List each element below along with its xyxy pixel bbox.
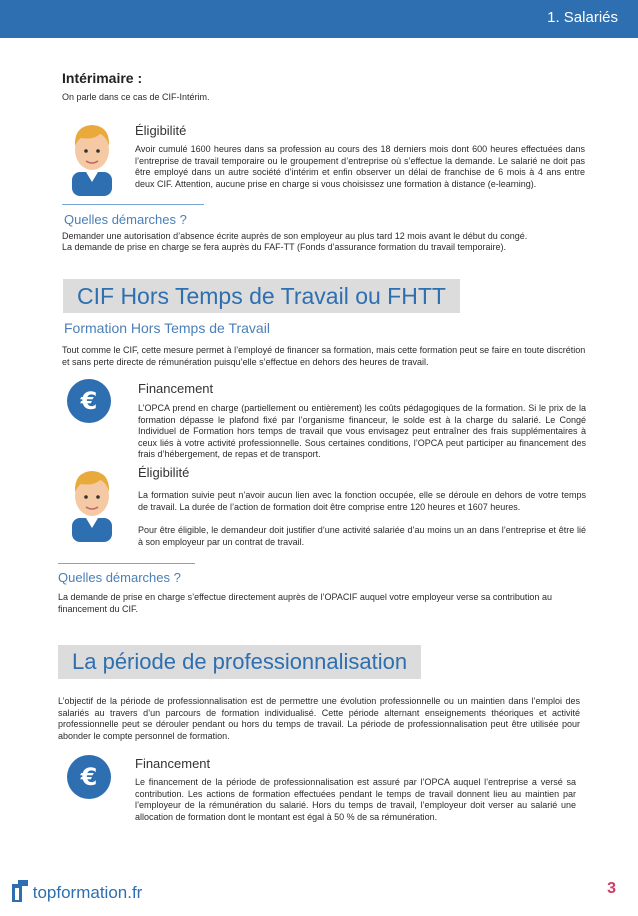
- cif-htt-steps-text: La demande de prise en charge s’effectue directement auprès de l’OPACIF auquel votre employeur verse sa contribution au financement du CIF.: [58, 592, 552, 614]
- person-icon: [66, 116, 118, 196]
- svg-text:€: €: [80, 387, 98, 415]
- pro-funding-text: Le financement de la période de professionnalisation est assuré par l’OPCA auquel l’entreprise a versé sa contribution. Les actions de formation effectuées pendant le temps de travail donnent lieu au maintien par l’employeur de la rémunération du salarié. Hors du temps de travail, l’employeur doit verser au salarié une allocation de formation dont le montant est égal à 50 % de sa rémunération.: [135, 777, 576, 822]
- cif-htt-eligibility-text-2: Pour être éligible, le demandeur doit justifier d’une activité salariée d’au moins un an dans l’entreprise et être lié à son employeur par un contrat de travail.: [138, 525, 586, 547]
- cif-htt-funding-text: L’OPCA prend en charge (partiellement ou entièrement) les coûts pédagogiques de la formation. Si le prix de la formation dépasse le plafond fixé par l’organisme financeur, le solde est à la charge du salarié. Le Congé Individuel de Formation hors temps de travail que vous envisagez peut entraîner des frais supplémentaires à ceux liés à votre activité professionnelle. Sous certaines conditions, l’OPCA peut participer au financement des frais d’hébergement, de repas et de transport.: [138, 403, 586, 459]
- euro-icon: [66, 378, 112, 424]
- footer-logo[interactable]: [12, 880, 142, 907]
- topformation-logo-icon: [12, 880, 28, 907]
- cif-htt-eligibility-text-1: La formation suivie peut n’avoir aucun lien avec la fonction occupée, elle se déroule en dehors de votre temps de travail. La durée de l’action de formation doit être comprise entre 120 heures et 1607 heures.: [138, 490, 586, 512]
- cif-htt-eligibility-title: Éligibilité: [138, 465, 190, 480]
- pro-funding-title: Financement: [135, 756, 211, 771]
- interim-steps-title: Quelles démarches ?: [64, 212, 187, 227]
- person-icon: [66, 462, 118, 542]
- section-label: 1. Salariés: [547, 9, 618, 26]
- cif-htt-funding-title: Financement: [138, 381, 214, 396]
- page-number: 3: [607, 880, 616, 897]
- pro-banner: La période de professionnalisation: [58, 645, 421, 679]
- interim-eligibility-text: Avoir cumulé 1600 heures dans sa profession au cours des 18 derniers mois dont 600 heures effectuées dans l’entreprise de travail temporaire ou le groupement d’entreprise où s’effectue la demande. Le salarié ne doit pas être employé dans un autre société d’intérim et enfin observer un délai de franchise de 6 mois à 4 ans entre deux CIF. Attention, aucune prise en charge si vous choisissez une formation à distance (e-learning).: [135, 144, 585, 189]
- interim-intro: On parle dans ce cas de CIF-Intérim.: [62, 92, 210, 102]
- interim-eligibility-title: Éligibilité: [135, 123, 187, 138]
- cif-htt-subtitle: Formation Hors Temps de Travail: [64, 320, 270, 336]
- euro-icon: [66, 754, 112, 800]
- divider: [58, 563, 195, 564]
- interim-steps-text-2: La demande de prise en charge se fera auprès du FAF-TT (Fonds d’assurance formation du travail temporaire).: [62, 242, 507, 252]
- svg-text:€: €: [80, 763, 98, 791]
- cif-htt-intro: Tout comme le CIF, cette mesure permet à l’employé de financer sa formation, mais cette formation peut se faire en toute discrétion et sans perte directe de rémunération puisqu’elle s’effectue en dehors des heures de travail.: [62, 345, 586, 367]
- interim-title: Intérimaire :: [62, 70, 143, 86]
- divider: [62, 204, 204, 205]
- cif-htt-banner: CIF Hors Temps de Travail ou FHTT: [63, 279, 460, 313]
- cif-htt-steps-title: Quelles démarches ?: [58, 570, 181, 585]
- interim-steps-text-1: Demander une autorisation d’absence écrite auprès de son employeur au plus tard 12 mois avant le début du congé.: [62, 231, 528, 241]
- footer-logo-text: topformation.fr: [32, 882, 143, 902]
- pro-intro: L’objectif de la période de professionnalisation est de permettre une évolution professionnelle ou un maintien dans l’emploi des salariés au travers d’un parcours de formation individualisé. Cette période alternant enseignements théoriques et activité professionnelle peut se dérouler pendant ou hors du temps de travail. La période de professionnalisation peut être utilisée pour abonder le compte personnel de formation.: [58, 696, 580, 741]
- header-bar: [0, 0, 638, 38]
